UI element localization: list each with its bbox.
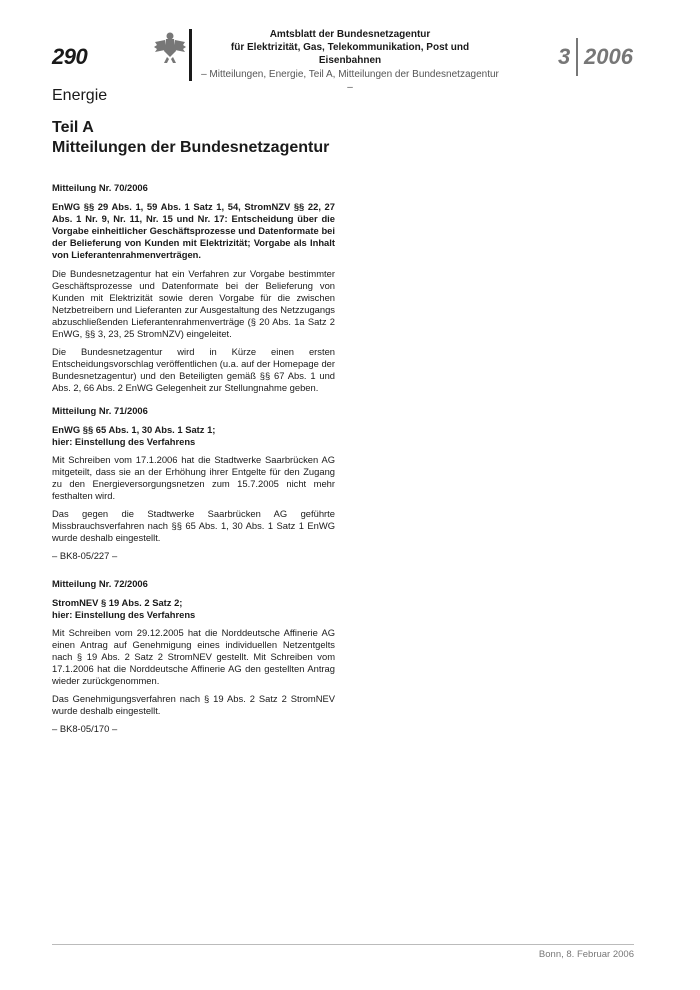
article-number: Mitteilung Nr. 71/2006: [52, 405, 148, 416]
section-heading: Energie: [52, 87, 108, 104]
article-subject-line1: StromNEV § 19 Abs. 2 Satz 2;: [52, 597, 183, 608]
article-72: [52, 578, 335, 741]
issue-year: 2006: [584, 44, 633, 69]
article-number: Mitteilung Nr. 72/2006: [52, 578, 148, 589]
article-subject: [52, 424, 335, 448]
journal-subtitle: – Mitteilungen, Energie, Teil A, Mitteilungen der Bundesnetzagentur –: [201, 69, 499, 93]
page-number: 290: [52, 44, 88, 69]
part-title: [52, 118, 329, 158]
article-70: [52, 182, 335, 400]
article-subject: [52, 597, 335, 621]
issue-divider: [576, 38, 578, 76]
footer-divider: [52, 944, 634, 945]
article-subject-line2: hier: Einstellung des Verfahrens: [52, 609, 196, 620]
federal-eagle-logo: [153, 30, 187, 66]
article-reference: – BK8-05/227 –: [52, 550, 118, 561]
article-reference: – BK8-05/170 –: [52, 723, 118, 734]
article-paragraph: Das Genehmigungsverfahren nach § 19 Abs. 2 Satz 2 StromNEV wurde deshalb eingestellt.: [52, 693, 335, 716]
article-subject-line2: hier: Einstellung des Verfahrens: [52, 436, 196, 447]
journal-title-line1: Amtsblatt der Bundesnetzagentur: [269, 29, 431, 40]
logo-divider: [189, 29, 192, 81]
article-subject-line1: EnWG §§ 65 Abs. 1, 30 Abs. 1 Satz 1;: [52, 424, 216, 435]
footer-date: Bonn, 8. Februar 2006: [538, 949, 634, 960]
article-paragraph: Die Bundesnetzagentur hat ein Verfahren zur Vorgabe bestimmter Geschäftsprozesse und Datenformate bei der Belieferung von Kunden mit Elektrizität sowie deren Vorgabe für die zwischen Netzbetreibern und Lieferanten zur Ausgestaltung des Netzzugangs abzuschließenden Lieferantenrahmenverträge (§ 20 Abs. 1a Satz 2 EnWG, §§ 3, 23, 25 StromNZV) eingeleitet.: [52, 268, 335, 339]
part-title-line1: Teil A: [52, 119, 94, 136]
part-title-line2: Mitteilungen der Bundesnetzagentur: [52, 139, 330, 156]
issue-marker: [558, 44, 633, 70]
article-subject: EnWG §§ 29 Abs. 1, 59 Abs. 1 Satz 1, 54, StromNZV §§ 22, 27 Abs. 1 Nr. 9, Nr. 11, Nr. 15 und Nr. 17: Entscheidung über die Vorgabe einheitlicher Geschäftsprozesse und Datenformate bei der Belieferung von Kunden mit Elektrizität; Vorgabe als Inhalt von Lieferantenrahmenverträgen.: [52, 201, 335, 260]
article-paragraph: Die Bundesnetzagentur wird in Kürze einen ersten Entscheidungsvorschlag veröffentlichen (u.a. auf der Homepage der Bundesnetzagentur) und den Beteiligten gemäß §§ 67 Abs. 1 und Abs. 2, 66 Abs. 2 EnWG Gelegenheit zur Stellungnahme geben.: [52, 346, 335, 393]
article-paragraph: Mit Schreiben vom 29.12.2005 hat die Norddeutsche Affinerie AG einen Antrag auf Genehmigung eines individuellen Netzentgelts nach § 19 Abs. 2 Satz 2 StromNEV gestellt. Mit Schreiben vom 17.1.2006 hat die Norddeutsche Affinerie AG den gestellten Antrag wieder zurückgenommen.: [52, 627, 335, 686]
article-paragraph: Mit Schreiben vom 17.1.2006 hat die Stadtwerke Saarbrücken AG mitgeteilt, dass sie an der Erhöhung ihrer Entgelte für den Zugang zu den Energieversorgungsnetzen zum 15.7.2005 nicht mehr festhalten wird.: [52, 454, 335, 501]
article-71: [52, 405, 335, 568]
journal-header: [200, 28, 500, 94]
article-number: Mitteilung Nr. 70/2006: [52, 182, 148, 193]
article-paragraph: Das gegen die Stadtwerke Saarbrücken AG geführte Missbrauchsverfahren nach §§ 65 Abs. 1, 30 Abs. 1 Satz 1 EnWG wurde deshalb eingestellt.: [52, 508, 335, 543]
issue-number: 3: [558, 44, 571, 69]
journal-title-line2: für Elektrizität, Gas, Telekommunikation, Post und Eisenbahnen: [230, 42, 470, 66]
